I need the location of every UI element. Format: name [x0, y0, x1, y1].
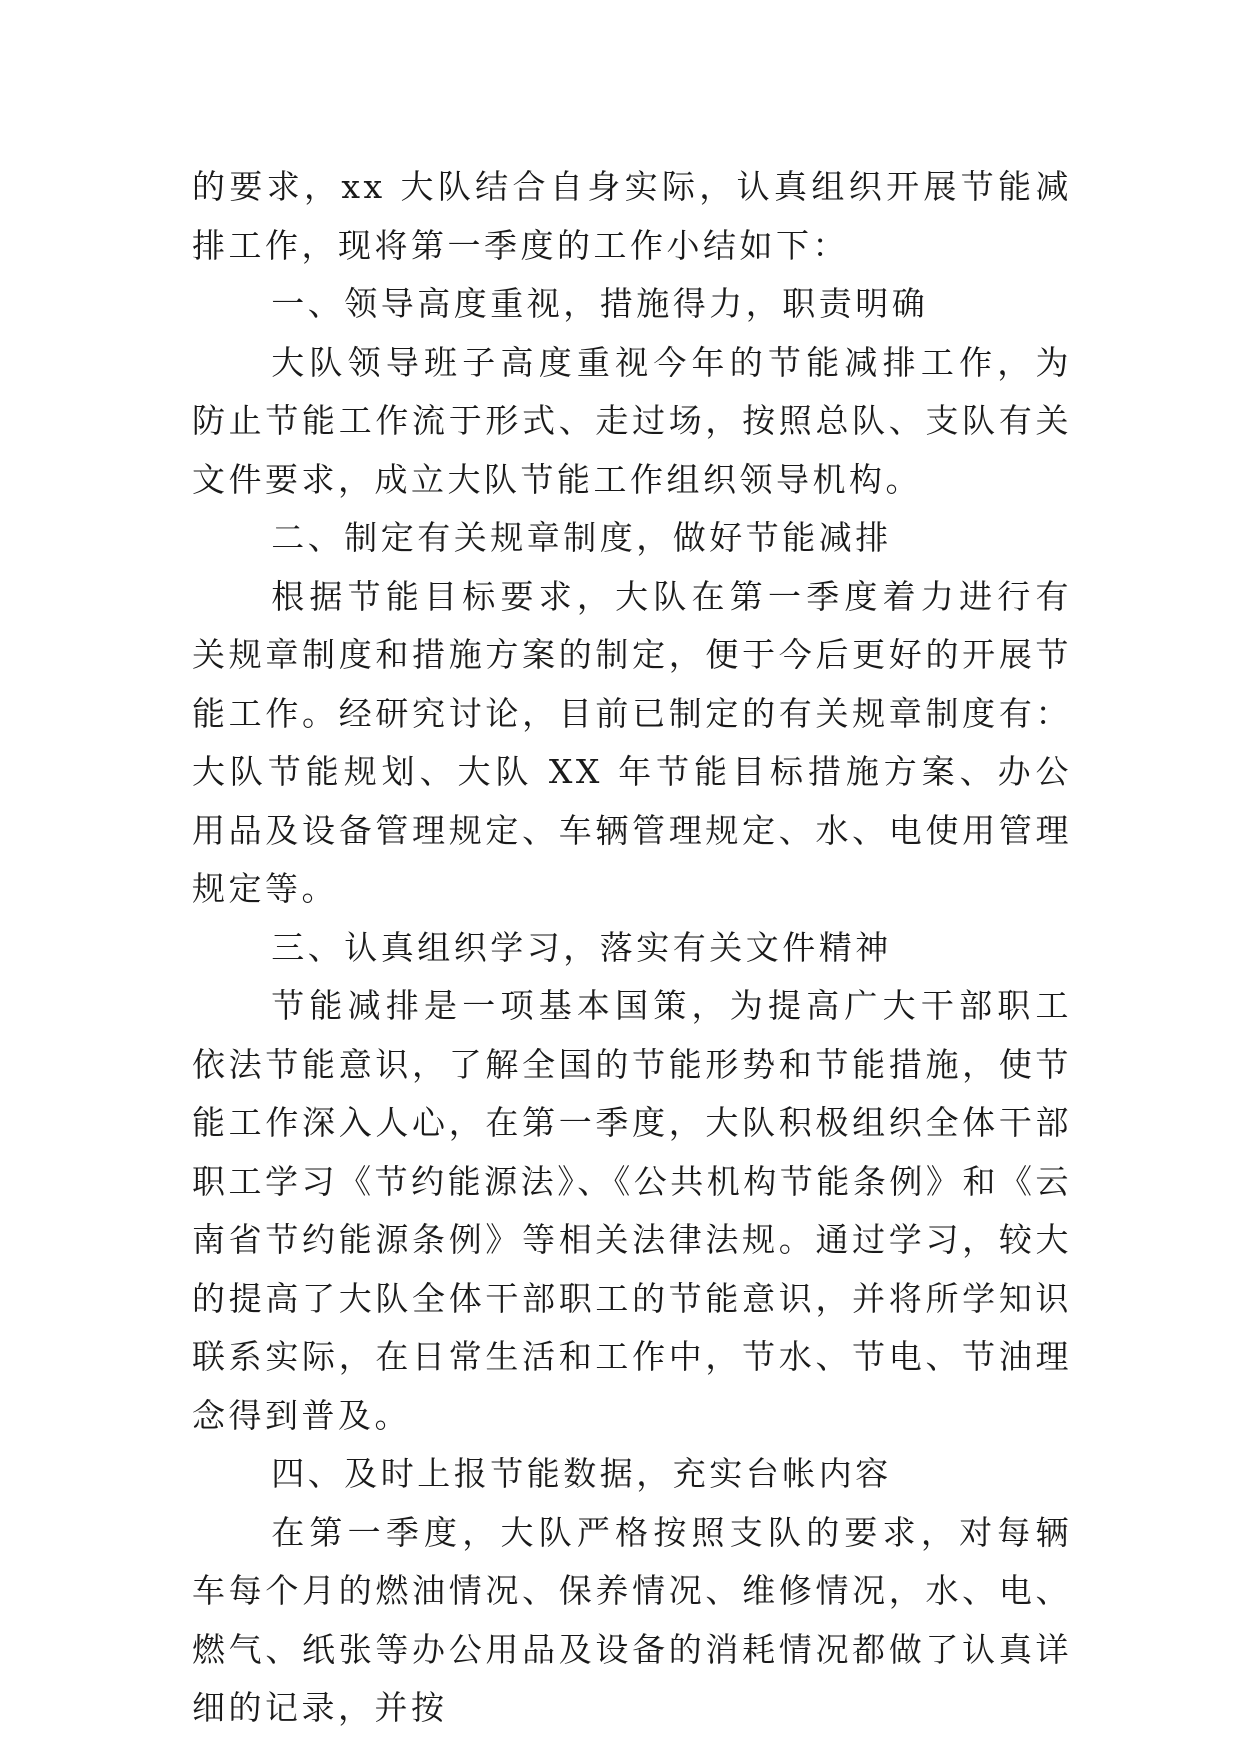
document-body [192, 158, 1072, 1738]
paragraph-section-1: 大队领导班子高度重视今年的节能减排工作，为防止节能工作流于形式、走过场，按照总队、支队有关文件要求，成立大队节能工作组织领导机构。 [192, 342, 1072, 499]
heading-section-2: 二、制定有关规章制度，做好节能减排 [271, 518, 892, 557]
paragraph-section-2: 根据节能目标要求，大队在第一季度着力进行有关规章制度和措施方案的制定，便于今后更好的开展节能工作。经研究讨论，目前已制定的有关规章制度有：大队节能规划、大队 XX 年节能目标措施方案、办公用品及设备管理规定、车辆管理规定、水、电使用管理规定等。 [192, 576, 1072, 908]
paragraph-section-4: 在第一季度，大队严格按照支队的要求，对每辆车每个月的燃油情况、保养情况、维修情况，水、电、燃气、纸张等办公用品及设备的消耗情况都做了认真详细的记录，并按 [192, 1512, 1072, 1727]
paragraph-section-3: 节能减排是一项基本国策，为提高广大干部职工依法节能意识，了解全国的节能形势和节能措施，使节能工作深入人心，在第一季度，大队积极组织全体干部职工学习《节约能源法》、《公共机构节能条例》和《云南省节约能源条例》等相关法律法规。通过学习，较大的提高了大队全体干部职工的节能意识，并将所学知识联系实际，在日常生活和工作中，节水、节电、节油理念得到普及。 [192, 986, 1072, 1435]
paragraph-intro: 的要求，xx 大队结合自身实际，认真组织开展节能减排工作，现将第一季度的工作小结如下： [192, 167, 1072, 265]
heading-section-4: 四、及时上报节能数据，充实台帐内容 [271, 1454, 892, 1493]
heading-section-3: 三、认真组织学习，落实有关文件精神 [271, 927, 892, 967]
heading-section-1: 一、领导高度重视，措施得力，职责明确 [271, 284, 929, 323]
